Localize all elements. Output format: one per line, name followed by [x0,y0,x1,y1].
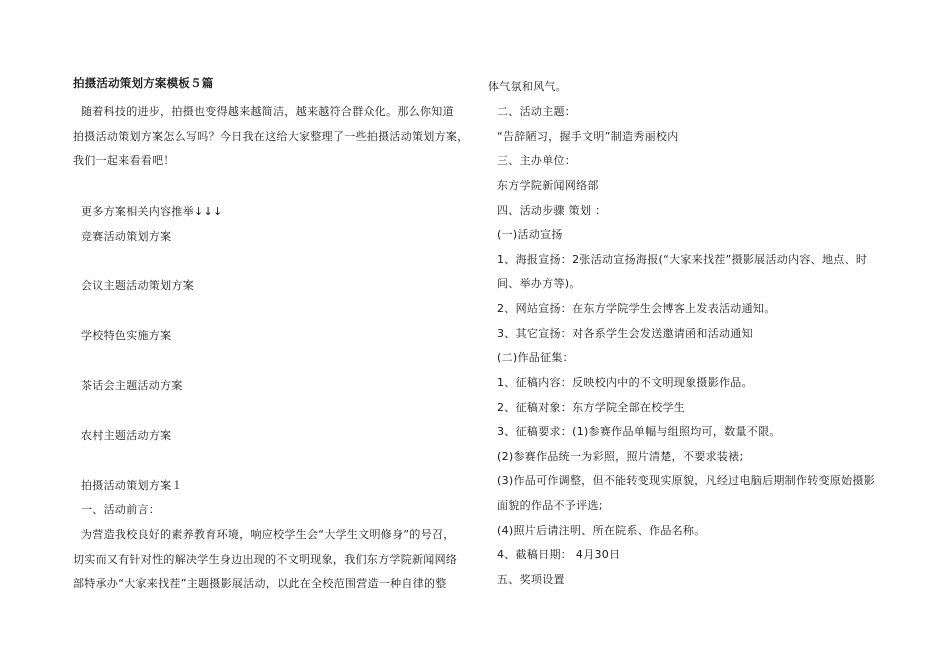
section-heading-preface: 一、活动前言： [81,503,161,516]
section-heading-plan-1: 拍摄活动策划方案１ [81,479,183,492]
document-title: 拍摄活动策划方案模板５篇 [73,76,214,90]
theme-text: “告辞陋习，握手文明”制造秀丽校内 [497,130,679,143]
heading-awards: 五、奖项设置 [497,573,565,586]
related-link-school[interactable]: 学校特色实施方案 [81,329,172,342]
requirement-4: (4)照片后请注明、所在院系、作品名称。 [497,524,706,537]
requirement-3: (3)作品可作调整，但不能转变现实原貌，凡经过电脑后期制作转变原始摄影 [497,474,876,487]
related-heading: 更多方案相关内容推举↓↓↓ [81,205,223,218]
related-link-meeting[interactable]: 会议主题活动策划方案 [81,279,194,292]
intro-line-2: 拍摄活动策划方案怎么写吗？今日我在这给大家整理了一些拍摄活动策划方案， [73,130,469,143]
organizer-text: 东方学院新闻网络部 [497,179,599,192]
preface-line-3: 部特承办“大家来找茬”主题摄影展活动，以此在全校范围营造一种自律的整 [73,577,447,590]
requirement-3-cont: 面貌的作品不予评选; [497,499,603,512]
promotion-item-1: 1、海报宣扬：2张活动宣扬海报(“大家来找茬”摄影展活动内容、地点、时 [497,253,868,266]
promotion-item-3: 3、其它宣扬：对各系学生会发送邀请函和活动通知 [497,327,753,340]
related-link-competition[interactable]: 竞赛活动策划方案 [81,230,172,243]
deadline: 4、截稿日期： 4月30日 [497,548,621,561]
heading-theme: 二、活动主题： [497,105,577,118]
related-link-rural[interactable]: 农村主题活动方案 [81,429,172,442]
heading-steps: 四、活动步骤 策划 ： [497,204,607,217]
requirement-2: (2)参赛作品统一为彩照，照片清楚，不要求装裱; [497,450,744,463]
collection-item-2: 2、征稿对象：东方学院全部在校学生 [497,401,686,414]
preface-line-1: 为营造我校良好的素养教育环境，响应校学生会“大学生文明修身”的号召， [81,528,455,541]
subheading-collection: (二)作品征集： [497,351,574,364]
preface-line-2: 切实而又有针对性的解决学生身边出现的不文明现象，我们东方学院新闻网络 [73,553,458,566]
collection-item-1: 1、征稿内容：反映校内中的不文明现象摄影作品。 [497,376,753,389]
promotion-item-1-cont: 间、举办方等)。 [497,277,581,290]
promotion-item-2: 2、网站宣扬：在东方学院学生会博客上发表活动通知。 [497,302,776,315]
intro-line-3: 我们一起来看看吧！ [73,154,175,167]
heading-organizer: 三、主办单位： [497,154,577,167]
subheading-promotion: (一)活动宣扬 [497,228,563,241]
related-link-tea-party[interactable]: 茶话会主题活动方案 [81,379,183,392]
collection-item-3: 3、征稿要求：(1)参赛作品单幅与组照均可，数量不限。 [497,425,781,438]
preface-line-4: 体气氛和风气。 [488,80,568,93]
intro-line-1: 随着科技的进步，拍摄也变得越来越简洁，越来越符合群众化。那么你知道 [81,105,454,118]
